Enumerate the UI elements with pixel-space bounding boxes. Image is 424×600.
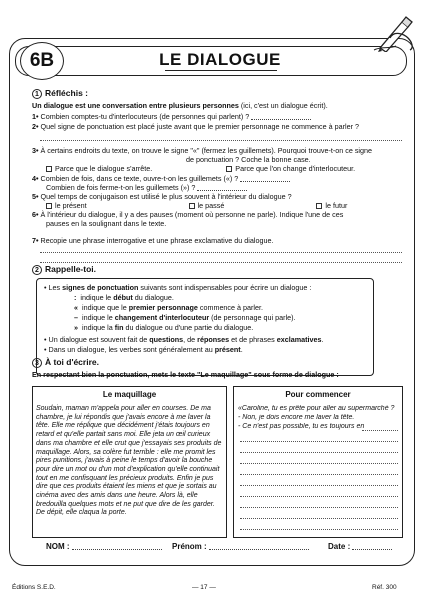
text: • Les <box>44 283 63 292</box>
prenom-input[interactable] <box>209 543 309 550</box>
story-text: Soudain, maman m'appela pour aller en courses. De ma chambre, je lui répondis que j'avais encore à me laver la tête. Elle me réplique que décidément j'étais toujours en retard et qu'elle partait sans moi. Elle jeta un œil curieux dans ma chambre et elle crut que j'essayais ses produits de maquillage. Alors, sa colère fut terrible : elle me promit les pires punitions, j'avais à peine le temps d'avoir la bouche pour dire un mot ou d'un mot d'explication qu'elle continuait tout en me confisquant les précieux produits. Enfin je pus dire que ces produits étaient les miens et que je sortais au cinéma avec des amis dans une heure. Alors là, elle bredouilla quelques mots et ne put que dire de les garder. De dépit, elle claqua la porte. <box>36 405 222 517</box>
writing-line[interactable] <box>240 507 398 508</box>
question-3-options <box>46 164 418 173</box>
text-bold: signes de ponctuation <box>62 283 139 292</box>
answer-line[interactable] <box>40 140 402 141</box>
writing-line[interactable] <box>240 474 398 475</box>
text: et de phrases <box>229 335 277 344</box>
text-bold: présent <box>214 345 241 354</box>
section-number: 3 <box>32 358 42 368</box>
q-num: 5• <box>32 192 39 201</box>
dialogue-title: Pour commencer <box>285 390 351 399</box>
question-4-cont <box>46 183 418 192</box>
q-num: 6• <box>32 210 39 219</box>
section-reflechis-heading <box>32 88 88 99</box>
text: indique le <box>82 313 115 322</box>
hand-writing-icon <box>372 8 418 52</box>
q-num: 7• <box>32 236 39 245</box>
punct-sign: : <box>74 293 77 302</box>
rule-item <box>74 323 253 332</box>
option-label: Parce que le dialogue s'arrête. <box>55 164 153 173</box>
q-text: Combien comptes-tu d'interlocuteurs (de personnes qui parlent) ? <box>40 112 250 121</box>
text: indique que le <box>82 303 129 312</box>
option-label: Parce que l'on change d'interlocuteur. <box>235 164 356 173</box>
writing-line[interactable] <box>240 452 398 453</box>
section-title: À toi d'écrire. <box>45 357 99 367</box>
question-5 <box>32 192 404 201</box>
nom-field <box>46 542 162 551</box>
punct-sign: » <box>74 323 78 332</box>
writing-line[interactable] <box>362 430 398 431</box>
text-bold: premier personnage <box>128 303 198 312</box>
question-3-cont: de ponctuation ? Coche la bonne case. <box>186 155 311 164</box>
text-bold: fin <box>114 323 124 332</box>
date-label: Date : <box>328 542 351 551</box>
rule-item <box>74 313 295 322</box>
text: du dialogue ou d'une partie du dialogue. <box>123 323 254 332</box>
q-num: 2• <box>32 122 39 131</box>
story-title: Le maquillage <box>102 390 157 399</box>
writing-line[interactable] <box>240 441 398 442</box>
date-input[interactable] <box>352 543 392 550</box>
writing-line[interactable] <box>240 529 398 530</box>
text: du dialogue. <box>132 293 174 302</box>
section-rappelle-heading <box>32 264 96 275</box>
q-text: Quel temps de conjugaison est utilisé le plus souvent à l'intérieur du dialogue ? <box>40 192 292 201</box>
section-number: 2 <box>32 265 42 275</box>
text-bold: début <box>113 293 133 302</box>
text-bold: réponses <box>197 335 230 344</box>
question-7 <box>32 236 404 245</box>
section-title: Réfléchis : <box>45 88 88 98</box>
intro-line <box>32 101 404 110</box>
date-field <box>328 542 392 551</box>
checkbox[interactable] <box>46 203 52 209</box>
rule-item <box>74 303 263 312</box>
question-5-options <box>46 201 418 210</box>
q-num: 4• <box>32 174 39 183</box>
text: (de personnage qui parle). <box>209 313 296 322</box>
nom-label: NOM : <box>46 542 70 551</box>
prenom-field <box>172 542 309 551</box>
q-text: Recopie une phrase interrogative et une phrase exclamative du dialogue. <box>40 236 274 245</box>
answer-blank[interactable] <box>197 184 247 191</box>
prenom-label: Prénom : <box>172 542 207 551</box>
text: indique le <box>80 293 114 302</box>
lesson-badge: 6B <box>20 42 64 80</box>
page-title: LE DIALOGUE <box>159 50 281 69</box>
section-title: Rappelle-toi. <box>45 264 97 274</box>
publisher: Éditions S.E.D. <box>12 584 56 591</box>
punct-sign: – <box>74 313 78 322</box>
checkbox[interactable] <box>316 203 322 209</box>
text: . <box>321 335 324 344</box>
question-2 <box>32 122 404 131</box>
writing-line[interactable] <box>240 518 398 519</box>
text-bold: questions <box>149 335 184 344</box>
option-label: le présent <box>55 201 87 210</box>
option-label: le futur <box>325 201 348 210</box>
intro-rest: (ici, c'est un dialogue écrit). <box>238 101 328 110</box>
answer-line[interactable] <box>40 262 402 263</box>
text: suivants sont indispensables pour écrire un dialogue : <box>138 283 312 292</box>
rule-fact <box>44 335 323 344</box>
section-number: 1 <box>32 89 42 99</box>
writing-line[interactable] <box>240 485 398 486</box>
reference: Réf. 300 <box>372 584 397 591</box>
writing-line[interactable] <box>240 463 398 464</box>
dialogue-line: - Ce n'est pas possible, tu es toujours en <box>238 423 365 430</box>
text: . <box>240 345 243 354</box>
answer-line[interactable] <box>40 252 402 253</box>
text-bold: changement d'interlocuteur <box>114 313 210 322</box>
text: , de <box>183 335 198 344</box>
q-text: Combien de fois ferme-t-on les guillemets (») ? <box>46 183 196 192</box>
q-num: 1• <box>32 112 39 121</box>
q-text: Quel signe de ponctuation est placé juste avant que le premier personnage ne commence à parler ? <box>40 122 359 131</box>
section-ecrire-heading <box>32 357 99 368</box>
checkbox[interactable] <box>189 203 195 209</box>
intro-bold: Un dialogue est une conversation entre plusieurs personnes <box>32 101 239 110</box>
checkbox[interactable] <box>46 166 52 172</box>
question-3 <box>32 146 404 155</box>
question-6-cont: pauses en la soulignant dans le texte. <box>46 219 167 228</box>
answer-blank[interactable] <box>251 113 311 120</box>
text: • Un dialogue est souvent fait de <box>44 335 150 344</box>
q-text: À l'intérieur du dialogue, il y a des pauses (moment où personne ne parle). Indique l'une de ces <box>40 210 344 219</box>
q-text: Combien de fois, dans ce texte, ouvre-t-on les guillemets («) ? <box>40 174 239 183</box>
writing-line[interactable] <box>240 496 398 497</box>
q-text: À certains endroits du texte, on trouve le signe "«" (fermez les guillemets). Pourquoi trouve-t-on ce signe <box>40 146 373 155</box>
option-label: le passé <box>197 201 225 210</box>
question-6 <box>32 210 404 219</box>
rule-fact <box>44 345 243 354</box>
dialogue-line: - Non, je dois encore me laver la tête. <box>238 414 355 421</box>
punct-sign: « <box>74 303 78 312</box>
rules-lead <box>44 283 311 292</box>
checkbox[interactable] <box>226 166 232 172</box>
nom-input[interactable] <box>72 543 162 550</box>
rule-item <box>74 293 174 302</box>
text-bold: exclamatives <box>276 335 322 344</box>
text: commence à parler. <box>197 303 263 312</box>
text: • Dans un dialogue, les verbes sont généralement au <box>44 345 215 354</box>
title-underline <box>165 70 277 71</box>
text: indique la <box>82 323 115 332</box>
dialogue-line: «Caroline, tu es prête pour aller au supermarché ? <box>238 405 395 412</box>
writing-instruction: En respectant bien la ponctuation, mets le texte "Le maquillage" sous forme de dialogue : <box>32 370 339 379</box>
question-1 <box>32 112 404 121</box>
answer-blank[interactable] <box>240 175 290 182</box>
page-number: — 17 — <box>192 584 216 591</box>
question-4 <box>32 174 404 183</box>
q-num: 3• <box>32 146 39 155</box>
